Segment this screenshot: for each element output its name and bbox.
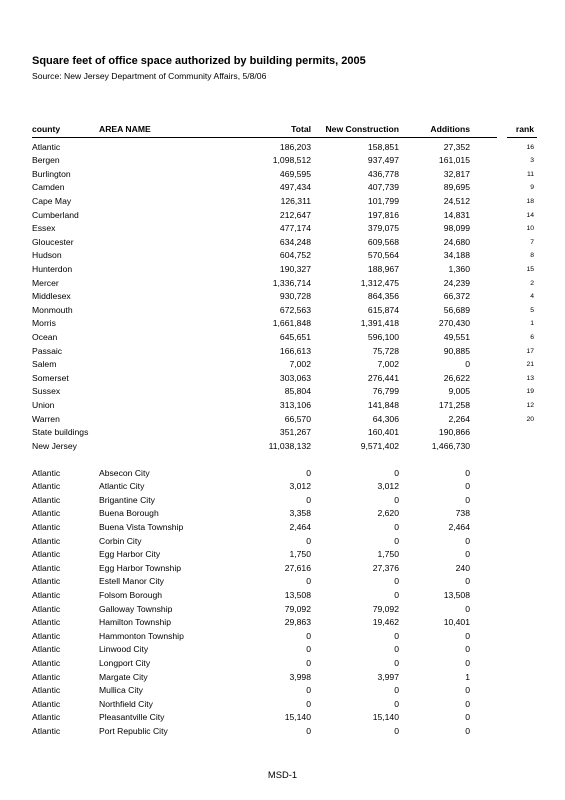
area-name: Galloway Township [99, 603, 173, 614]
new-construction-value: 75,728 [372, 345, 399, 356]
new-construction-value: 276,441 [367, 372, 399, 383]
additions-value: 9,005 [448, 386, 470, 397]
county-name: Atlantic [32, 685, 61, 696]
table-row [0, 249, 565, 263]
page-footer: MSD-1 [267, 769, 298, 780]
county-name: Atlantic [32, 508, 61, 519]
table-row [0, 535, 565, 549]
new-construction-value: 0 [394, 521, 399, 532]
additions-value: 0 [465, 481, 470, 492]
table-row [0, 630, 565, 644]
table-row [0, 277, 565, 291]
table-row [0, 290, 565, 304]
rank-value: 9 [530, 184, 534, 192]
table-row [0, 304, 565, 318]
area-name: Hammonton Township [99, 630, 184, 641]
area-name: Absecon City [99, 467, 150, 478]
table-row [0, 725, 565, 739]
table-row [0, 345, 565, 359]
table-row [0, 195, 565, 209]
county-name: Cumberland [32, 209, 79, 220]
county-name: Bergen [32, 155, 60, 166]
table-row [0, 671, 565, 685]
county-name: Atlantic [32, 535, 61, 546]
total-value: 29,863 [284, 617, 311, 628]
county-name: Atlantic [32, 603, 61, 614]
table-row [0, 317, 565, 331]
total-value: 2,464 [289, 521, 311, 532]
county-name: Camden [32, 182, 65, 193]
table-row [0, 263, 565, 277]
additions-value: 14,831 [443, 209, 470, 220]
rank-value: 3 [530, 157, 534, 165]
total-value: 0 [306, 576, 311, 587]
area-name: Atlantic City [99, 481, 145, 492]
total-value: 15,140 [284, 712, 311, 723]
total-value: 7,002 [289, 359, 311, 370]
additions-value: 24,680 [443, 236, 470, 247]
new-construction-value: 9,571,402 [360, 440, 399, 451]
table-row [0, 589, 565, 603]
header-rule [32, 137, 497, 138]
additions-value: 161,015 [438, 155, 470, 166]
total-value: 0 [306, 467, 311, 478]
new-construction-value: 379,075 [367, 223, 399, 234]
county-name: Monmouth [32, 304, 73, 315]
additions-value: 0 [465, 725, 470, 736]
new-construction-value: 609,568 [367, 236, 399, 247]
total-value: 1,661,848 [272, 318, 311, 329]
rank-value: 4 [530, 293, 534, 301]
total-value: 126,311 [280, 195, 311, 206]
new-construction-value: 0 [394, 685, 399, 696]
additions-value: 0 [465, 359, 470, 370]
area-name: Egg Harbor Township [99, 562, 182, 573]
new-construction-value: 0 [394, 589, 399, 600]
table-row [0, 467, 565, 481]
additions-value: 26,622 [443, 372, 470, 383]
total-value: 497,434 [279, 182, 311, 193]
county-name: New Jersey [32, 440, 77, 451]
table-row [0, 711, 565, 725]
rank-value: 12 [526, 401, 534, 409]
county-name: Atlantic [32, 549, 61, 560]
additions-value: 171,258 [438, 399, 470, 410]
additions-value: 240 [455, 562, 470, 573]
additions-value: 27,352 [443, 141, 470, 152]
additions-value: 0 [465, 549, 470, 560]
additions-value: 738 [455, 508, 470, 519]
county-name: Atlantic [32, 712, 61, 723]
total-value: 469,595 [279, 168, 311, 179]
rank-value: 21 [526, 361, 534, 369]
header-rank: rank [515, 124, 534, 134]
total-value: 351,267 [279, 427, 311, 438]
total-value: 645,651 [279, 331, 311, 342]
new-construction-value: 27,376 [372, 562, 399, 573]
new-construction-value: 141,848 [367, 399, 399, 410]
new-construction-value: 0 [394, 644, 399, 655]
area-name: Buena Borough [99, 508, 159, 519]
total-value: 3,012 [289, 481, 311, 492]
table-row [0, 236, 565, 250]
table-row [0, 413, 565, 427]
new-construction-value: 15,140 [372, 712, 399, 723]
additions-value: 0 [465, 685, 470, 696]
new-construction-value: 407,739 [367, 182, 399, 193]
area-name: Hamilton Township [99, 617, 171, 628]
new-construction-value: 0 [394, 725, 399, 736]
new-construction-value: 79,092 [372, 603, 399, 614]
county-name: Atlantic [32, 467, 61, 478]
additions-value: 24,239 [443, 277, 470, 288]
area-name: Linwood City [99, 644, 149, 655]
rank-value: 2 [530, 279, 534, 287]
additions-value: 49,551 [443, 331, 470, 342]
county-name: Middlesex [32, 291, 71, 302]
table-row [0, 426, 565, 440]
total-value: 27,616 [284, 562, 311, 573]
total-value: 3,358 [289, 508, 311, 519]
area-name: Corbin City [99, 535, 142, 546]
new-construction-value: 197,816 [367, 209, 399, 220]
table-row [0, 562, 565, 576]
county-name: Hudson [32, 250, 62, 261]
total-value: 13,508 [284, 589, 311, 600]
header-county: county [32, 124, 61, 134]
table-row [0, 141, 565, 155]
county-name: Atlantic [32, 644, 61, 655]
county-name: Essex [32, 223, 56, 234]
total-value: 66,570 [284, 413, 311, 424]
total-value: 186,203 [279, 141, 311, 152]
county-name: Atlantic [32, 725, 61, 736]
new-construction-value: 1,391,418 [360, 318, 399, 329]
total-value: 212,647 [279, 209, 311, 220]
new-construction-value: 0 [394, 698, 399, 709]
table-row [0, 358, 565, 372]
additions-value: 89,695 [443, 182, 470, 193]
new-construction-value: 1,312,475 [360, 277, 399, 288]
county-name: Burlington [32, 168, 71, 179]
total-value: 672,563 [279, 304, 311, 315]
county-name: Sussex [32, 386, 61, 397]
new-construction-value: 0 [394, 494, 399, 505]
county-name: State buildings [32, 427, 89, 438]
total-value: 0 [306, 725, 311, 736]
area-name: Northfield City [99, 698, 153, 709]
area-name: Estell Manor City [99, 576, 164, 587]
additions-value: 1,360 [448, 263, 470, 274]
total-value: 1,750 [289, 549, 311, 560]
total-value: 303,063 [279, 372, 311, 383]
additions-value: 1,466,730 [431, 440, 470, 451]
new-construction-value: 188,967 [367, 263, 399, 274]
area-name: Brigantine City [99, 494, 155, 505]
total-value: 313,106 [279, 399, 311, 410]
header-rule-rank [507, 137, 537, 138]
additions-value: 0 [465, 698, 470, 709]
county-name: Atlantic [32, 521, 61, 532]
new-construction-value: 3,997 [377, 671, 399, 682]
new-construction-value: 64,306 [372, 413, 399, 424]
new-construction-value: 3,012 [377, 481, 399, 492]
county-name: Union [32, 399, 55, 410]
table-row [0, 372, 565, 386]
rank-value: 10 [526, 225, 534, 233]
new-construction-value: 7,002 [377, 359, 399, 370]
rank-value: 13 [526, 374, 534, 382]
rank-value: 19 [526, 388, 534, 396]
additions-value: 0 [465, 494, 470, 505]
new-construction-value: 937,497 [367, 155, 399, 166]
rank-value: 6 [530, 333, 534, 341]
county-name: Morris [32, 318, 56, 329]
table-row [0, 494, 565, 508]
header-additions: Additions [430, 124, 470, 134]
area-name: Port Republic City [99, 725, 168, 736]
county-name: Gloucester [32, 236, 74, 247]
additions-value: 32,817 [443, 168, 470, 179]
new-construction-value: 436,778 [367, 168, 399, 179]
county-name: Atlantic [32, 141, 61, 152]
additions-value: 0 [465, 467, 470, 478]
additions-value: 98,099 [443, 223, 470, 234]
new-construction-value: 160,401 [367, 427, 399, 438]
county-name: Cape May [32, 195, 72, 206]
rank-value: 15 [526, 265, 534, 273]
table-row [0, 575, 565, 589]
additions-value: 2,264 [448, 413, 470, 424]
new-construction-value: 0 [394, 657, 399, 668]
county-name: Warren [32, 413, 60, 424]
additions-value: 90,885 [443, 345, 470, 356]
additions-value: 56,689 [443, 304, 470, 315]
table-row [0, 603, 565, 617]
county-name: Atlantic [32, 630, 61, 641]
table-row [0, 698, 565, 712]
county-name: Atlantic [32, 617, 61, 628]
rank-value: 7 [530, 238, 534, 246]
rank-value: 16 [526, 143, 534, 151]
total-value: 79,092 [284, 603, 311, 614]
area-name: Pleasantville City [99, 712, 165, 723]
total-value: 0 [306, 644, 311, 655]
county-name: Atlantic [32, 576, 61, 587]
additions-value: 0 [465, 644, 470, 655]
area-name: Margate City [99, 671, 148, 682]
total-value: 166,613 [279, 345, 311, 356]
additions-value: 24,512 [443, 195, 470, 206]
new-construction-value: 19,462 [372, 617, 399, 628]
area-name: Buena Vista Township [99, 521, 184, 532]
additions-value: 13,508 [443, 589, 470, 600]
county-name: Atlantic [32, 562, 61, 573]
total-value: 0 [306, 535, 311, 546]
county-name: Atlantic [32, 698, 61, 709]
table-row [0, 222, 565, 236]
rank-value: 20 [526, 415, 534, 423]
rank-value: 5 [530, 306, 534, 314]
total-value: 190,327 [279, 263, 311, 274]
additions-value: 270,430 [438, 318, 470, 329]
total-value: 0 [306, 630, 311, 641]
total-value: 0 [306, 698, 311, 709]
new-construction-value: 0 [394, 576, 399, 587]
source-note: Source: New Jersey Department of Community Affairs, 5/8/06 [32, 71, 267, 81]
county-name: Hunterdon [32, 263, 73, 274]
page-title: Square feet of office space authorized by building permits, 2005 [32, 55, 366, 67]
total-value: 0 [306, 657, 311, 668]
additions-value: 66,372 [443, 291, 470, 302]
table-row [0, 181, 565, 195]
additions-value: 0 [465, 576, 470, 587]
header-area-name: AREA NAME [99, 124, 151, 134]
table-row [0, 548, 565, 562]
new-construction-value: 101,799 [367, 195, 399, 206]
additions-value: 0 [465, 535, 470, 546]
rank-value: 14 [526, 211, 534, 219]
additions-value: 2,464 [448, 521, 470, 532]
rank-value: 11 [526, 170, 534, 178]
area-name: Egg Harbor City [99, 549, 161, 560]
new-construction-value: 158,851 [367, 141, 399, 152]
table-row [0, 209, 565, 223]
additions-value: 190,866 [438, 427, 470, 438]
table-row [0, 154, 565, 168]
table-row [0, 643, 565, 657]
county-name: Mercer [32, 277, 59, 288]
header-new-construction: New Construction [325, 124, 399, 134]
table-row [0, 440, 565, 454]
new-construction-value: 596,100 [367, 331, 399, 342]
new-construction-value: 0 [394, 467, 399, 478]
additions-value: 34,188 [443, 250, 470, 261]
new-construction-value: 570,564 [367, 250, 399, 261]
rank-value: 17 [526, 347, 534, 355]
county-name: Somerset [32, 372, 69, 383]
total-value: 477,174 [279, 223, 311, 234]
table-row [0, 507, 565, 521]
total-value: 85,804 [284, 386, 311, 397]
county-name: Salem [32, 359, 57, 370]
new-construction-value: 0 [394, 630, 399, 641]
total-value: 634,248 [279, 236, 311, 247]
new-construction-value: 0 [394, 535, 399, 546]
table-row [0, 657, 565, 671]
area-name: Mullica City [99, 685, 143, 696]
additions-value: 1 [465, 671, 470, 682]
new-construction-value: 1,750 [377, 549, 399, 560]
total-value: 0 [306, 494, 311, 505]
table-row [0, 684, 565, 698]
total-value: 3,998 [289, 671, 311, 682]
additions-value: 0 [465, 712, 470, 723]
additions-value: 0 [465, 603, 470, 614]
table-row [0, 521, 565, 535]
table-row [0, 385, 565, 399]
total-value: 11,038,132 [268, 440, 311, 451]
new-construction-value: 76,799 [372, 386, 399, 397]
total-value: 1,098,512 [272, 155, 311, 166]
total-value: 604,752 [279, 250, 311, 261]
total-value: 930,728 [279, 291, 311, 302]
county-name: Passaic [32, 345, 63, 356]
rank-value: 1 [530, 320, 534, 328]
additions-value: 10,401 [443, 617, 470, 628]
table-row [0, 168, 565, 182]
county-name: Ocean [32, 331, 58, 342]
county-name: Atlantic [32, 481, 61, 492]
total-value: 0 [306, 685, 311, 696]
county-name: Atlantic [32, 657, 61, 668]
area-name: Longport City [99, 657, 151, 668]
table-row [0, 331, 565, 345]
new-construction-value: 864,356 [367, 291, 399, 302]
new-construction-value: 615,874 [367, 304, 399, 315]
header-total: Total [291, 124, 311, 134]
county-name: Atlantic [32, 589, 61, 600]
table-row [0, 480, 565, 494]
additions-value: 0 [465, 630, 470, 641]
county-name: Atlantic [32, 494, 61, 505]
table-row [0, 616, 565, 630]
table-row [0, 399, 565, 413]
county-name: Atlantic [32, 671, 61, 682]
area-name: Folsom Borough [99, 589, 163, 600]
rank-value: 18 [526, 197, 534, 205]
new-construction-value: 2,620 [377, 508, 399, 519]
rank-value: 8 [530, 252, 534, 260]
total-value: 1,336,714 [272, 277, 311, 288]
additions-value: 0 [465, 657, 470, 668]
